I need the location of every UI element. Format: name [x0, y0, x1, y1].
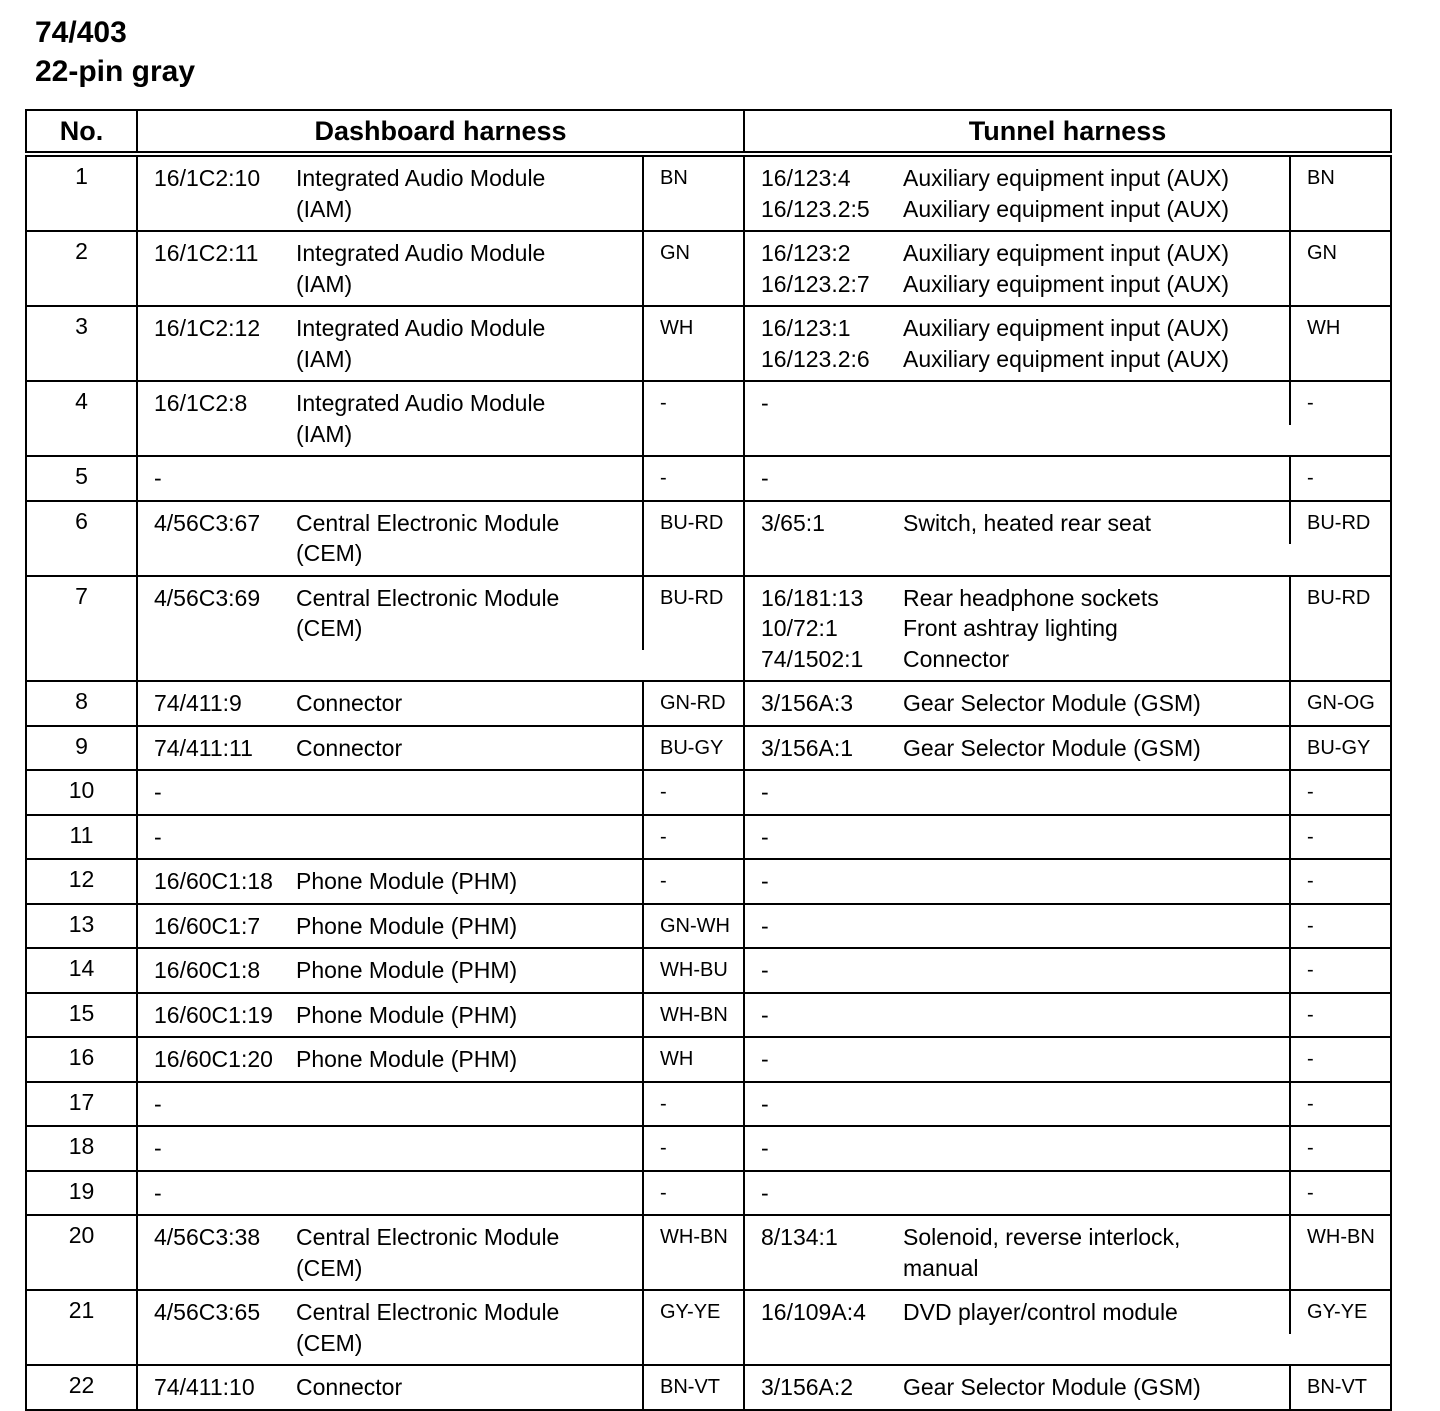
tunnel-connector-ref: 3/65:1 [761, 509, 825, 536]
tunnel-harness-cell [744, 726, 1391, 771]
tunnel-connector-ref: 16/123.2:6 [761, 345, 870, 372]
header-no: No. [26, 110, 137, 154]
dashboard-wire-color: WH [642, 1038, 743, 1081]
dashboard-wire-color: GN-RD [642, 682, 743, 725]
dashboard-wire-color: BN-VT [642, 1366, 743, 1409]
tunnel-connector-ref: - [761, 465, 769, 491]
tunnel-component-description: Gear Selector Module (GSM) [903, 690, 1201, 716]
pin-number: 11 [26, 815, 137, 860]
dashboard-connector-ref: 4/56C3:69 [154, 584, 261, 611]
tunnel-component-description: Connector [903, 645, 1010, 672]
dashboard-connector-ref: 74/411:11 [154, 734, 253, 761]
dashboard-wire-color: WH-BN [642, 994, 743, 1037]
dashboard-wire-color: GN-WH [642, 905, 743, 948]
header-dashboard-harness: Dashboard harness [137, 110, 744, 154]
dashboard-harness-cell [137, 456, 744, 501]
dashboard-wire-color: WH-BN [642, 1216, 743, 1289]
header-tunnel-harness: Tunnel harness [744, 110, 1391, 154]
tunnel-wire-color: - [1289, 457, 1390, 500]
dashboard-harness-cell [137, 1215, 744, 1290]
pin-number: 21 [26, 1290, 137, 1365]
pin-number: 16 [26, 1037, 137, 1082]
tunnel-wire-color: GN [1289, 232, 1390, 305]
table-row [26, 904, 1391, 949]
dashboard-harness-cell [137, 681, 744, 726]
tunnel-component-description: Auxiliary equipment input (AUX) [903, 315, 1229, 341]
tunnel-harness-cell [744, 1171, 1391, 1216]
tunnel-harness-cell [744, 993, 1391, 1038]
table-row [26, 1290, 1391, 1365]
dashboard-component-description: Integrated Audio Module [296, 390, 546, 416]
connector-id: 74/403 [35, 16, 127, 49]
dashboard-connector-ref: 16/60C1:7 [154, 912, 261, 939]
pin-number: 8 [26, 681, 137, 726]
dashboard-connector-ref: 4/56C3:65 [154, 1299, 261, 1325]
table-row [26, 681, 1391, 726]
pin-number: 6 [26, 501, 137, 576]
dashboard-harness-cell [137, 501, 744, 576]
pin-number: 3 [26, 306, 137, 381]
dashboard-wire-color: - [642, 457, 743, 500]
tunnel-connector-ref: 74/1502:1 [761, 645, 864, 672]
dashboard-connector-ref: 16/1C2:11 [154, 240, 259, 266]
table-row [26, 1171, 1391, 1216]
table-row [26, 948, 1391, 993]
pin-number: 13 [26, 904, 137, 949]
table-row [26, 815, 1391, 860]
tunnel-wire-color: - [1289, 905, 1390, 948]
dashboard-wire-color: - [642, 860, 743, 903]
tunnel-component-description: Solenoid, reverse interlock, [903, 1224, 1181, 1250]
dashboard-harness-cell [137, 1290, 744, 1365]
tunnel-wire-color: - [1289, 860, 1390, 903]
table-row [26, 1082, 1391, 1127]
table-row [26, 726, 1391, 771]
table-row [26, 231, 1391, 306]
tunnel-harness-cell [744, 456, 1391, 501]
dashboard-connector-ref: 16/60C1:8 [154, 957, 261, 983]
dashboard-wire-color: - [642, 1172, 743, 1215]
pin-number: 12 [26, 859, 137, 904]
tunnel-component-description: Auxiliary equipment input (AUX) [903, 165, 1229, 191]
pin-number: 17 [26, 1082, 137, 1127]
table-row [26, 859, 1391, 904]
dashboard-harness-cell [137, 770, 744, 815]
pin-number: 20 [26, 1215, 137, 1290]
pin-number: 10 [26, 770, 137, 815]
tunnel-wire-color: WH [1289, 307, 1390, 380]
dashboard-wire-color: BU-RD [642, 502, 743, 575]
tunnel-harness-cell [744, 1037, 1391, 1082]
tunnel-harness-cell [744, 948, 1391, 993]
tunnel-wire-color: - [1289, 1172, 1390, 1215]
pin-number: 1 [26, 154, 137, 231]
tunnel-wire-color: BU-GY [1289, 727, 1390, 770]
dashboard-wire-color: BN [642, 157, 743, 230]
dashboard-harness-cell [137, 993, 744, 1038]
pin-number: 18 [26, 1126, 137, 1171]
dashboard-component-description: Phone Module (PHM) [296, 957, 518, 983]
dashboard-connector-ref: 16/60C1:19 [154, 1001, 273, 1028]
table-row [26, 1126, 1391, 1171]
tunnel-connector-ref: 16/123:2 [761, 240, 851, 266]
dashboard-component-description: Phone Module (PHM) [296, 912, 518, 939]
tunnel-harness-cell [744, 904, 1391, 949]
dashboard-component-description: Central Electronic Module [296, 1299, 560, 1325]
dashboard-component-description: Integrated Audio Module [296, 165, 546, 191]
tunnel-wire-color: GY-YE [1289, 1291, 1390, 1334]
dashboard-harness-cell [137, 576, 744, 682]
tunnel-connector-ref: - [761, 957, 769, 983]
tunnel-harness-cell [744, 381, 1391, 456]
tunnel-wire-color: - [1289, 1038, 1390, 1081]
dashboard-wire-color: WH [642, 307, 743, 380]
tunnel-wire-color: - [1289, 382, 1390, 425]
dashboard-component-description: Connector [296, 1374, 403, 1400]
dashboard-harness-cell [137, 904, 744, 949]
tunnel-connector-ref: 10/72:1 [761, 615, 838, 641]
dashboard-component-description: (IAM) [296, 270, 353, 297]
dashboard-component-description: Phone Module (PHM) [296, 1001, 518, 1028]
tunnel-harness-cell [744, 1290, 1391, 1365]
dashboard-connector-ref: - [154, 779, 162, 805]
dashboard-component-description: Central Electronic Module [296, 1224, 560, 1250]
tunnel-connector-ref: 3/156A:1 [761, 734, 854, 761]
tunnel-harness-cell [744, 231, 1391, 306]
tunnel-wire-color: - [1289, 1083, 1390, 1126]
dashboard-component-description: Integrated Audio Module [296, 315, 546, 341]
connector-description: 22-pin gray [35, 55, 196, 88]
tunnel-connector-ref: 16/123.2:7 [761, 270, 870, 297]
dashboard-component-description: (IAM) [296, 195, 353, 222]
tunnel-harness-cell [744, 154, 1391, 231]
tunnel-harness-cell [744, 815, 1391, 860]
table-row [26, 154, 1391, 231]
tunnel-component-description: Rear headphone sockets [903, 584, 1159, 611]
tunnel-connector-ref: 8/134:1 [761, 1224, 838, 1250]
pin-number: 2 [26, 231, 137, 306]
dashboard-wire-color: - [642, 382, 743, 455]
dashboard-harness-cell [137, 726, 744, 771]
dashboard-harness-cell [137, 1082, 744, 1127]
tunnel-connector-ref: 16/123:4 [761, 165, 851, 191]
tunnel-harness-cell [744, 1215, 1391, 1290]
table-row [26, 576, 1391, 682]
dashboard-component-description: (IAM) [296, 420, 353, 447]
dashboard-component-description: Connector [296, 734, 403, 761]
tunnel-wire-color: BU-RD [1289, 502, 1390, 545]
dashboard-harness-cell [137, 1365, 744, 1410]
tunnel-connector-ref: - [761, 1046, 769, 1072]
tunnel-connector-ref: - [761, 1001, 769, 1028]
pin-number: 19 [26, 1171, 137, 1216]
dashboard-component-description: (CEM) [296, 540, 363, 566]
dashboard-harness-cell [137, 231, 744, 306]
pin-number: 15 [26, 993, 137, 1038]
tunnel-wire-color: BN [1289, 157, 1390, 230]
table-row [26, 381, 1391, 456]
tunnel-wire-color: GN-OG [1289, 682, 1390, 725]
dashboard-wire-color: - [642, 771, 743, 814]
dashboard-connector-ref: - [154, 465, 162, 491]
dashboard-component-description: Phone Module (PHM) [296, 1046, 518, 1072]
pin-number: 5 [26, 456, 137, 501]
dashboard-connector-ref: 4/56C3:67 [154, 509, 261, 536]
tunnel-wire-color: - [1289, 1127, 1390, 1170]
dashboard-harness-cell [137, 815, 744, 860]
pin-number: 4 [26, 381, 137, 456]
tunnel-connector-ref: 16/181:13 [761, 584, 864, 611]
tunnel-harness-cell [744, 306, 1391, 381]
tunnel-component-description: Auxiliary equipment input (AUX) [903, 270, 1229, 297]
dashboard-harness-cell [137, 381, 744, 456]
dashboard-component-description: (CEM) [296, 1329, 363, 1356]
table-row [26, 1215, 1391, 1290]
dashboard-connector-ref: - [154, 1135, 162, 1161]
dashboard-harness-cell [137, 154, 744, 231]
tunnel-harness-cell [744, 576, 1391, 682]
tunnel-connector-ref: - [761, 1090, 769, 1117]
dashboard-harness-cell [137, 306, 744, 381]
dashboard-wire-color: GN [642, 232, 743, 305]
table-row [26, 1365, 1391, 1410]
tunnel-wire-color: - [1289, 949, 1390, 992]
dashboard-component-description: Integrated Audio Module [296, 240, 546, 266]
dashboard-wire-color: - [642, 1127, 743, 1170]
tunnel-connector-ref: 16/123.2:5 [761, 195, 870, 222]
tunnel-connector-ref: - [761, 912, 769, 939]
dashboard-connector-ref: 4/56C3:38 [154, 1224, 261, 1250]
dashboard-connector-ref: 16/60C1:18 [154, 868, 273, 894]
tunnel-component-description: Front ashtray lighting [903, 615, 1118, 641]
tunnel-wire-color: WH-BN [1289, 1216, 1390, 1289]
tunnel-harness-cell [744, 1365, 1391, 1410]
table-row [26, 456, 1391, 501]
dashboard-harness-cell [137, 859, 744, 904]
dashboard-connector-ref: - [154, 1090, 162, 1117]
dashboard-component-description: Central Electronic Module [296, 509, 560, 536]
tunnel-component-description: Switch, heated rear seat [903, 509, 1152, 536]
tunnel-connector-ref: 3/156A:2 [761, 1374, 854, 1400]
tunnel-harness-cell [744, 681, 1391, 726]
dashboard-harness-cell [137, 1171, 744, 1216]
dashboard-connector-ref: 16/1C2:10 [154, 165, 261, 191]
tunnel-harness-cell [744, 859, 1391, 904]
table-row [26, 501, 1391, 576]
dashboard-wire-color: BU-RD [642, 577, 743, 650]
tunnel-wire-color: BU-RD [1289, 577, 1390, 681]
pinout-table [25, 109, 1392, 1411]
dashboard-connector-ref: 74/411:10 [154, 1374, 255, 1400]
dashboard-harness-cell [137, 1037, 744, 1082]
pin-number: 7 [26, 576, 137, 682]
dashboard-connector-ref: - [154, 823, 162, 850]
table-row [26, 1037, 1391, 1082]
dashboard-component-description: (IAM) [296, 345, 353, 372]
dashboard-wire-color: WH-BU [642, 949, 743, 992]
dashboard-connector-ref: 74/411:9 [154, 690, 242, 716]
tunnel-component-description: Auxiliary equipment input (AUX) [903, 345, 1229, 372]
tunnel-component-description: manual [903, 1254, 979, 1281]
tunnel-connector-ref: - [761, 1179, 769, 1206]
dashboard-connector-ref: 16/60C1:20 [154, 1046, 273, 1072]
tunnel-wire-color: - [1289, 816, 1390, 859]
tunnel-connector-ref: - [761, 779, 769, 805]
tunnel-component-description: Auxiliary equipment input (AUX) [903, 195, 1229, 222]
dashboard-connector-ref: - [154, 1179, 162, 1206]
dashboard-component-description: (CEM) [296, 1254, 363, 1281]
tunnel-connector-ref: - [761, 390, 769, 416]
header-row [26, 110, 1391, 154]
dashboard-wire-color: - [642, 1083, 743, 1126]
tunnel-wire-color: - [1289, 994, 1390, 1037]
table-row [26, 306, 1391, 381]
dashboard-connector-ref: 16/1C2:12 [154, 315, 261, 341]
pin-number: 9 [26, 726, 137, 771]
tunnel-connector-ref: - [761, 868, 769, 894]
tunnel-harness-cell [744, 1082, 1391, 1127]
tunnel-connector-ref: - [761, 1135, 769, 1161]
tunnel-component-description: Auxiliary equipment input (AUX) [903, 240, 1229, 266]
dashboard-harness-cell [137, 948, 744, 993]
tunnel-harness-cell [744, 501, 1391, 576]
tunnel-component-description: Gear Selector Module (GSM) [903, 1374, 1201, 1400]
tunnel-harness-cell [744, 1126, 1391, 1171]
tunnel-connector-ref: 16/123:1 [761, 315, 851, 341]
pin-number: 14 [26, 948, 137, 993]
tunnel-wire-color: BN-VT [1289, 1366, 1390, 1409]
dashboard-component-description: Central Electronic Module [296, 584, 560, 611]
tunnel-connector-ref: 3/156A:3 [761, 690, 854, 716]
tunnel-harness-cell [744, 770, 1391, 815]
dashboard-harness-cell [137, 1126, 744, 1171]
tunnel-component-description: Gear Selector Module (GSM) [903, 734, 1201, 761]
dashboard-wire-color: GY-YE [642, 1291, 743, 1364]
dashboard-component-description: (CEM) [296, 615, 363, 641]
table-row [26, 770, 1391, 815]
dashboard-wire-color: - [642, 816, 743, 859]
dashboard-component-description: Connector [296, 690, 403, 716]
pin-number: 22 [26, 1365, 137, 1410]
tunnel-connector-ref: 16/109A:4 [761, 1299, 866, 1325]
tunnel-connector-ref: - [761, 823, 769, 850]
dashboard-wire-color: BU-GY [642, 727, 743, 770]
tunnel-wire-color: - [1289, 771, 1390, 814]
dashboard-connector-ref: 16/1C2:8 [154, 390, 248, 416]
dashboard-component-description: Phone Module (PHM) [296, 868, 518, 894]
table-row [26, 993, 1391, 1038]
tunnel-component-description: DVD player/control module [903, 1299, 1178, 1325]
